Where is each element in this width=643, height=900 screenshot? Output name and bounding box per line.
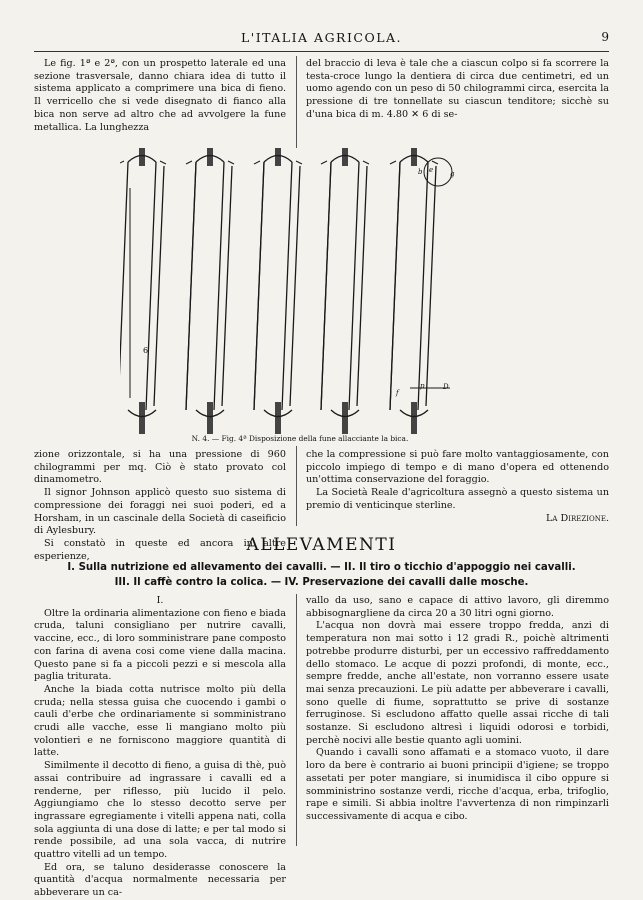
top-right-column [306, 58, 609, 122]
top-post-4 [342, 148, 348, 166]
top-post-2 [207, 148, 213, 166]
bottom-right-paragraph: Quando i cavalli sono affamati e a stomaco vuoto, il dare loro da bere è contrario ai buoni principii d'igiene; se troppo assetati per poter mangiare, si inumidisca il cibo oppure si somministrino sostanze verdi, ricche d'acqua, erba, trifoglio, rape e simili. Si abbia inoltre l'avvertenza di non rimpinzarli successivamente di acqua e cibo. [306, 747, 609, 822]
bottom-right-column [306, 595, 609, 824]
rope-strand-2 [154, 166, 164, 406]
column-divider-middle [296, 446, 297, 526]
rope-strand-7 [349, 162, 359, 410]
figure-label-e: e [429, 166, 434, 174]
rope-strand-5 [282, 162, 292, 410]
figure-caption: N. 4. — Fig. 4ª Disposizione della fune allacciante la bica. [191, 434, 409, 443]
bottom-left-paragraph: Oltre la ordinaria alimentazione con fieno e biada cruda, taluni consigliano per nutrire cavalli, vaccine, ecc., di loro somministrare pane composto con farina di avena cosi come viene dalla macina. Questo pane si fa a piccoli pezzi e si mescola alla paglia triturata. [34, 607, 286, 683]
rope-strand-3 [214, 162, 224, 410]
top-left-column [34, 58, 286, 134]
middle-left-paragraph: Si constatò in queste ed ancora in altre esperienze, [34, 537, 286, 562]
signature: La Direzione. [546, 513, 609, 524]
bottom-post-5 [411, 402, 417, 434]
middle-right-paragraph: che la compressione si può fare molto vantaggiosamente, con piccolo impiego di tempo e di mano d'opera ed ottenendo un'ottima conservazione del foraggio. [306, 449, 609, 486]
figure-label-D: D [443, 383, 449, 391]
bottom-left-paragraph: Ed ora, se taluno desiderasse conoscere la quantità d'acqua normalmente necessaria per abbeverare un ca- [34, 861, 286, 899]
rope-strand-9 [418, 162, 428, 410]
rope-return-2 [186, 162, 196, 410]
page-number: 9 [601, 30, 609, 44]
middle-right-column [306, 449, 609, 513]
rope-strand-4 [222, 166, 232, 406]
journal-title: L'ITALIA AGRICOLA. [240, 30, 403, 45]
bottom-post-2 [207, 402, 213, 434]
bottom-post-4 [342, 402, 348, 434]
top-post-3 [275, 148, 281, 166]
header-rule [34, 51, 609, 52]
middle-left-paragraph: zione orizzontale, si ha una pressione di 960 chilogrammi per mq. Ciò è stato provato col dinamometro. [34, 449, 286, 486]
rope-strand-1 [146, 162, 156, 410]
subheading-1: I. Sulla nutrizione ed allevamento dei cavalli. — II. Il tiro o ticchio d'appoggio nei cavalli. [67, 562, 576, 573]
top-right-paragraph: del braccio di leva è tale che a ciascun colpo si fa scorrere la testa-croce lungo la dentiera di circa due centimetri, ed un uomo agendo con un peso di 50 chilogrammi circa, esercita la pressione di tre tonnellate su ciascun tenditore; sicchè su d'una bica di m. 4.80 ✕ 6 di se- [306, 58, 609, 120]
column-divider-bottom [296, 594, 297, 846]
figure-label-f: f [396, 389, 399, 397]
top-post-5 [411, 148, 417, 166]
running-header [34, 30, 609, 48]
figure-label-b: b [418, 168, 423, 176]
figure-label-six: 6 [143, 346, 149, 355]
rope-strand-10 [426, 166, 436, 406]
bottom-right-paragraph: vallo da uso, sano e capace di attivo lavoro, gli diremmo abbisognargliene da circa 20 a 30 litri ogni giorno. [306, 595, 609, 619]
figure-drawing [120, 148, 452, 434]
figure-label-g: g [450, 170, 455, 178]
figure-label-p: p [420, 382, 425, 390]
middle-right-paragraph: La Società Reale d'agricoltura assegnò a questo sistema un premio di venticinque sterline. [306, 487, 609, 511]
bottom-post-3 [275, 402, 281, 434]
bottom-left-column [34, 595, 286, 900]
subheading-2: III. Il caffè contro la colica. — IV. Preservazione dei cavalli dalle mosche. [114, 577, 529, 588]
top-left-paragraph: Le fig. 1ª e 2ª, con un prospetto laterale ed una sezione trasversale, danno chiara idea di tutto il sistema applicato a comprimere una bica di fieno. Il verricello che si vede disegnato di fianco alla bica non serve ad altro che ad avvolgere la fune metallica. La lunghezza [34, 58, 286, 133]
part-number: I. [156, 595, 164, 606]
rope-return-1 [120, 162, 128, 410]
rope-return-4 [321, 162, 331, 410]
section-title: ALLEVAMENTI [246, 535, 397, 555]
rope-strand-6 [290, 166, 300, 406]
column-divider-top [296, 56, 297, 148]
bottom-right-paragraph: L'acqua non dovrà mai essere troppo fredda, anzi di temperatura non mai sotto i 12 gradi R., poichè altrimenti potrebbe produrre disturbi, per un eccessivo raffreddamento dello stomaco. Le acque di pozzi profondi, di monte, ecc., sempre fredde, anche all'estate, non vorranno essere usate mai senza precauzioni. Le più adatte per abbeverare i cavalli, sono quelle di fiume, soprattutto se prive di sostanze ferruginose. Si escludono affatto quelle assai ricche di tali sostanze. Si escludono altresì i liquidi odorosi e torbidi, perchè nocivi alle bestie quanto agli uomini. [306, 620, 609, 746]
bottom-left-paragraph: Anche la biada cotta nutrisce molto più della cruda; nella stessa guisa che cuocendo i gambi o cauli d'erbe che ordinariamente si somministrano crudi alle vacche, esse li mangiano molto più volontieri e ne forniscono maggiore quantità di latte. [34, 683, 286, 759]
bottom-left-paragraph: Similmente il decotto di fieno, a guisa di thè, può assai contribuire ad ingrassare i cavalli ed a renderne, per riflesso, più lucido il pelo. Aggiungiamo che lo stesso decotto serve per ingrassare egregiamente i vitelli appena nati, colla sola aggiunta di una dose di latte; e per tal modo si rende possibile, ad una sola vacca, di nutrire quattro vitelli ad un tempo. [34, 760, 286, 861]
rope-return-5 [390, 162, 400, 410]
rope-strand-8 [357, 166, 367, 406]
rope-return-3 [254, 162, 264, 410]
bottom-post-1 [139, 402, 145, 434]
figure-rope-binding-diagram [120, 148, 476, 434]
top-post-1 [139, 148, 145, 166]
middle-left-paragraph: Il signor Johnson applicò questo suo sistema di compressione dei foraggi nei suoi poderi, ed a Horsham, in un cascinale della Società di caseificio di Aylesbury. [34, 487, 286, 537]
